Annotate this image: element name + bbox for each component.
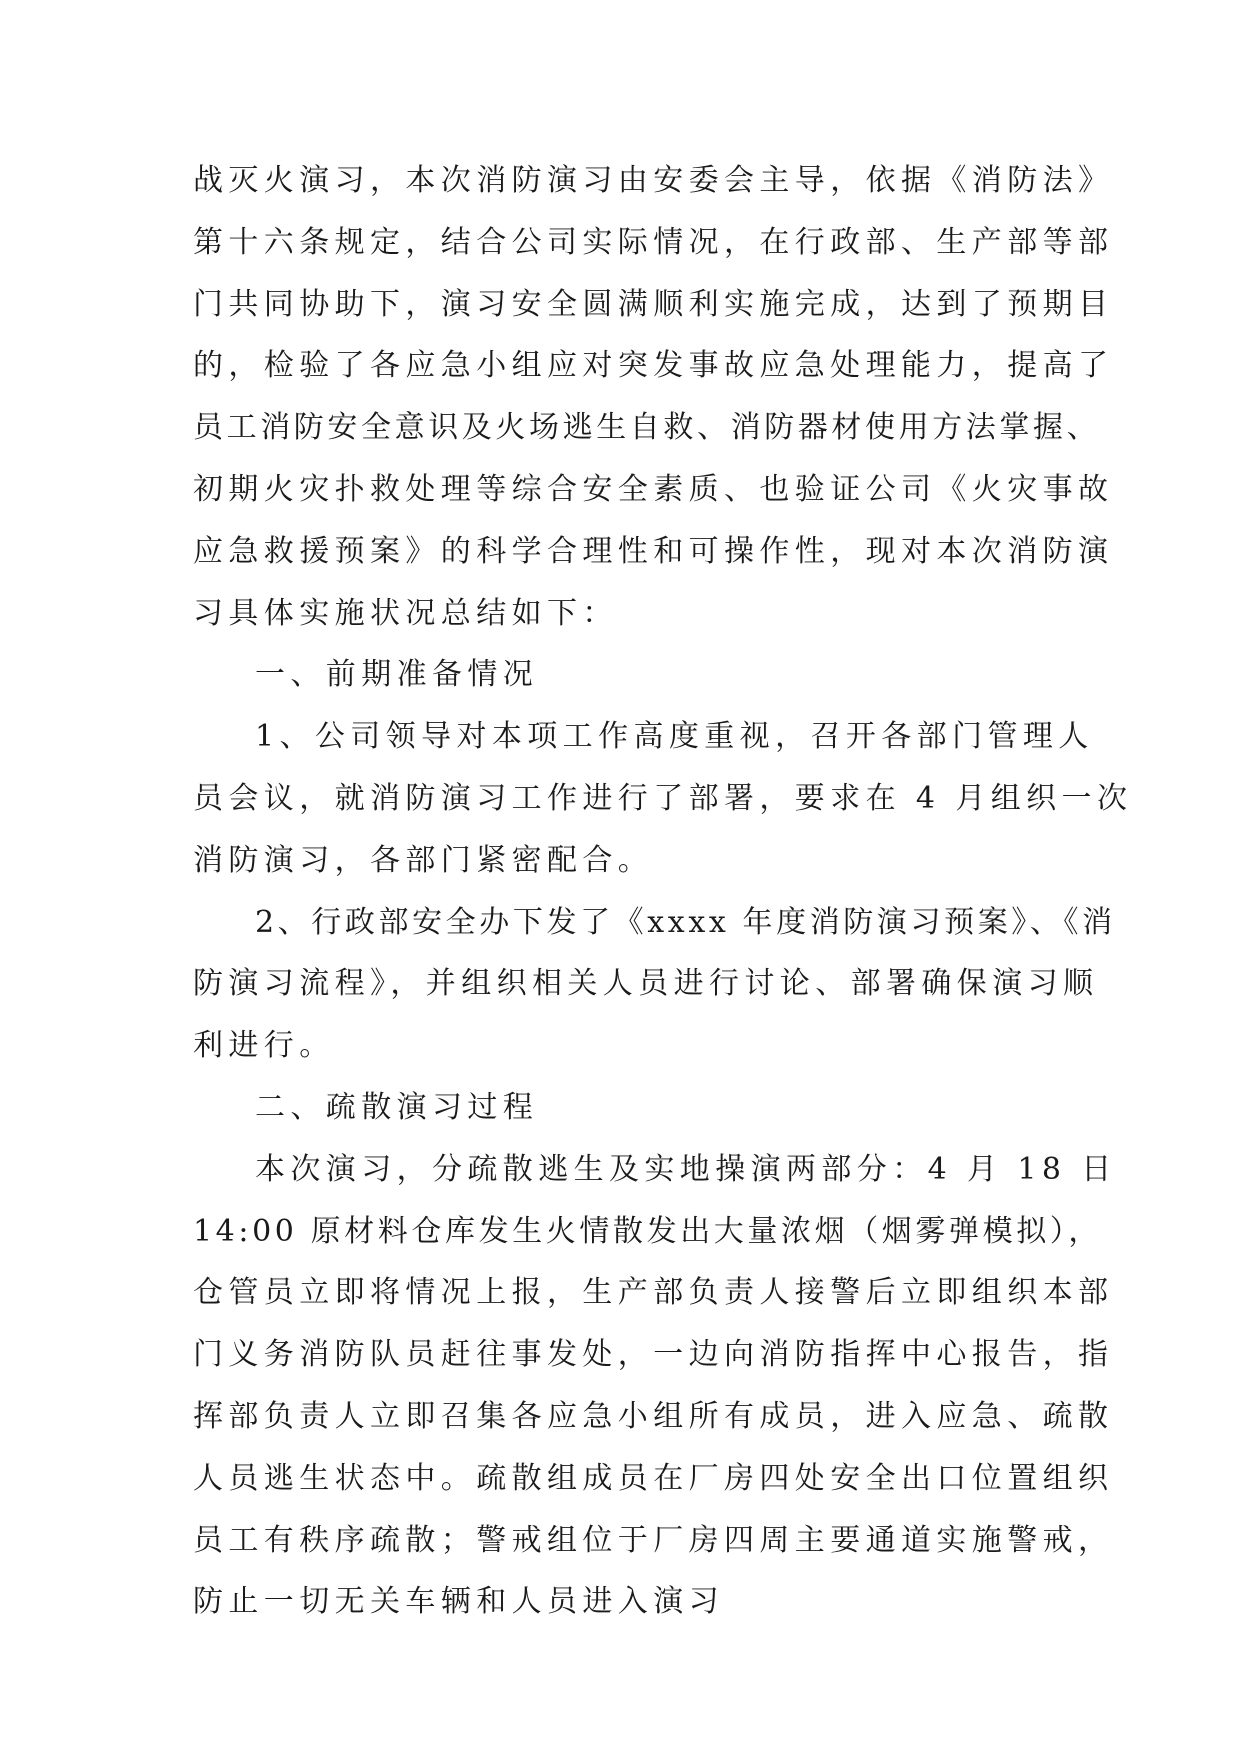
text-line: 员会议，就消防演习工作进行了部署，要求在 4 月组织一次 xyxy=(193,780,1133,816)
text-line: 14:00 原材料仓库发生火情散发出大量浓烟（烟雾弹模拟）， xyxy=(193,1213,1102,1249)
text-line: 员工有秩序疏散；警戒组位于厂房四周主要通道实施警戒， xyxy=(193,1522,1114,1558)
text-line: 防止一切无关车辆和人员进入演习 xyxy=(193,1584,724,1620)
section-heading: 二、疏散演习过程 xyxy=(255,1089,539,1125)
text-line: 门义务消防队员赶往事发处，一边向消防指挥中心报告，指 xyxy=(193,1337,1114,1373)
text-line: 战灭火演习，本次消防演习由安委会主导，依据《消防法》 xyxy=(193,163,1114,198)
text-line: 习具体实施状况总结如下： xyxy=(193,595,618,631)
text-line: 的，检验了各应急小组应对突发事故应急处理能力，提高了 xyxy=(193,348,1114,384)
text-line: 利进行。 xyxy=(193,1028,335,1064)
text-line: 1、公司领导对本项工作高度重视，召开各部门管理人 xyxy=(255,719,1094,755)
section-heading: 一、前期准备情况 xyxy=(255,657,539,693)
text-line: 2、行政部安全办下发了《xxxx 年度消防演习预案》、《消 xyxy=(255,904,1116,940)
text-line: 第十六条规定，结合公司实际情况，在行政部、生产部等部 xyxy=(193,224,1114,260)
text-line: 防演习流程》，并组织相关人员进行讨论、部署确保演习顺 xyxy=(193,966,1099,1002)
text-line: 门共同协助下，演习安全圆满顺利实施完成，达到了预期目 xyxy=(193,286,1114,322)
text-line: 初期火灾扑救处理等综合安全素质、也验证公司《火灾事故 xyxy=(193,471,1114,507)
text-line: 本次演习，分疏散逃生及实地操演两部分：4 月 18 日 xyxy=(255,1151,1117,1187)
text-line: 人员逃生状态中。疏散组成员在厂房四处安全出口位置组织 xyxy=(193,1460,1114,1496)
text-line: 员工消防安全意识及火场逃生自救、消防器材使用方法掌握、 xyxy=(193,410,1101,446)
text-line: 仓管员立即将情况上报，生产部负责人接警后立即组织本部 xyxy=(193,1275,1114,1311)
document-body xyxy=(193,150,1133,1633)
text-line: 消防演习，各部门紧密配合。 xyxy=(193,842,654,878)
text-line: 应急救援预案》的科学合理性和可操作性，现对本次消防演 xyxy=(193,533,1114,569)
text-line: 挥部负责人立即召集各应急小组所有成员，进入应急、疏散 xyxy=(193,1398,1114,1434)
